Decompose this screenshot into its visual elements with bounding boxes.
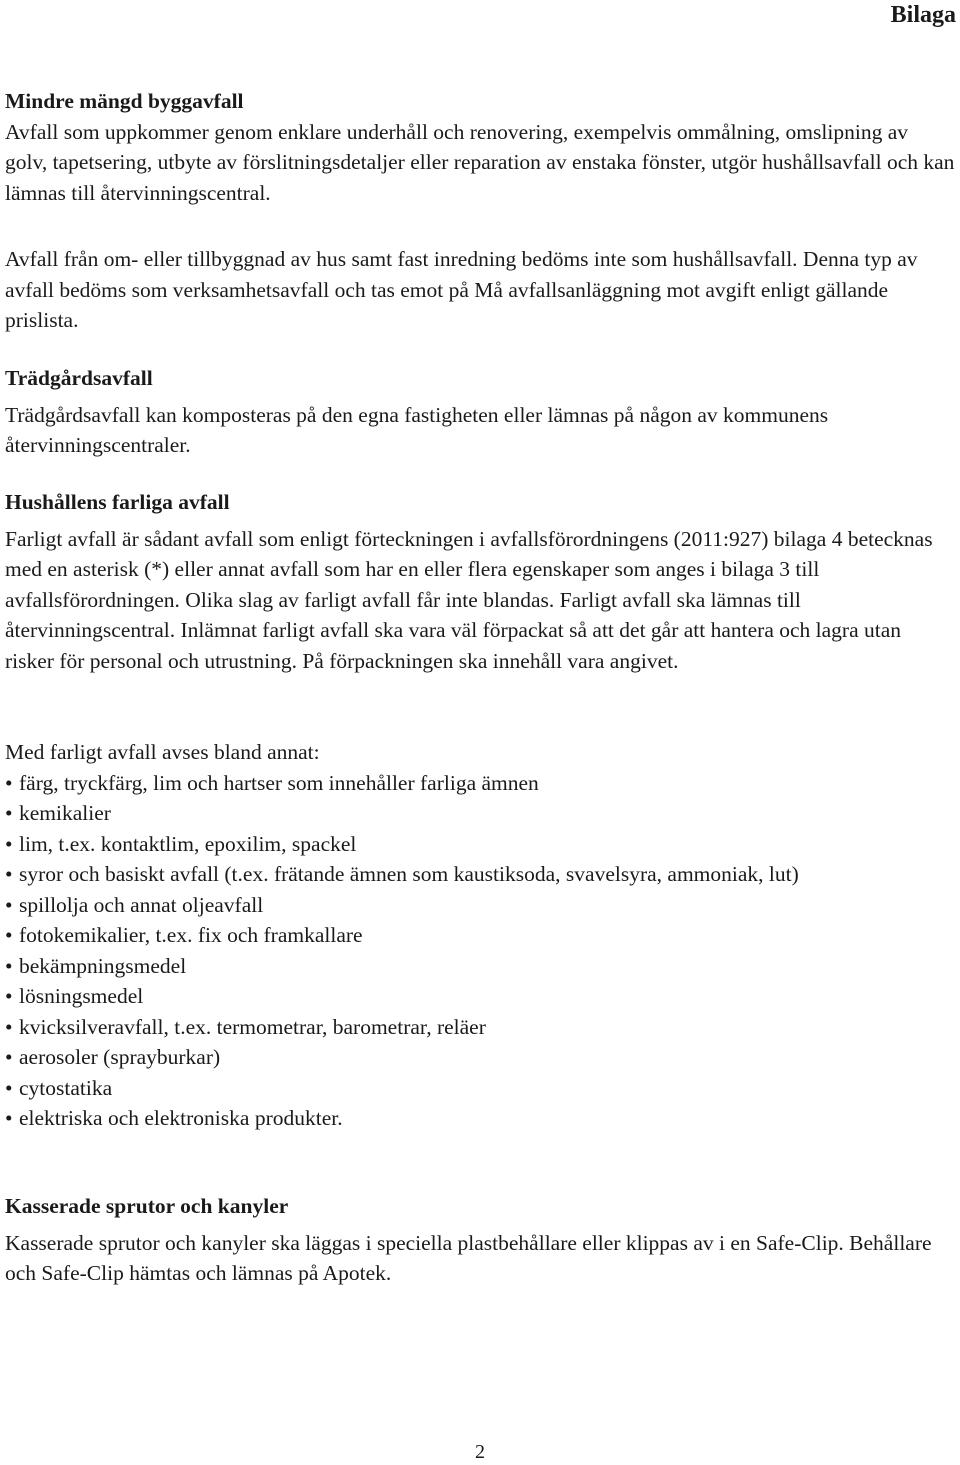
hazardous-waste-list	[5, 768, 955, 1134]
list-intro: Med farligt avfall avses bland annat:	[5, 740, 320, 764]
list-item: • lösningsmedel	[5, 981, 955, 1012]
section-heading: Trädgårdsavfall	[5, 366, 153, 390]
section-sprutor-kanyler	[5, 1191, 955, 1289]
paragraph: Kasserade sprutor och kanyler ska läggas i speciella plastbehållare eller klippas av i en Safe-Clip. Behållare och Safe-Clip hämtas och lämnas på Apotek.	[5, 1230, 932, 1285]
list-item: • cytostatika	[5, 1073, 955, 1104]
section-heading: Hushållens farliga avfall	[5, 490, 230, 514]
section-farligt-avfall	[5, 487, 955, 676]
list-item: • färg, tryckfärg, lim och hartser som innehåller farliga ämnen	[5, 768, 955, 799]
section-byggavfall-continued	[5, 244, 955, 336]
page-number: 2	[475, 1441, 485, 1463]
list-item: • lim, t.ex. kontaktlim, epoxilim, spackel	[5, 829, 955, 860]
list-item: • aerosoler (sprayburkar)	[5, 1042, 955, 1073]
list-item: • syror och basiskt avfall (t.ex. frätande ämnen som kaustiksoda, svavelsyra, ammoniak, lut)	[5, 859, 859, 890]
list-item: • elektriska och elektroniska produkter.	[5, 1103, 955, 1134]
list-item: • bekämpningsmedel	[5, 951, 955, 982]
paragraph: Avfall som uppkommer genom enklare underhåll och renovering, exempelvis ommålning, omslipning av golv, tapetsering, utbyte av förslitningsdetaljer eller reparation av enstaka fönster, utgör hushållsavfall och kan lämnas till återvinningscentral.	[5, 119, 955, 205]
list-item: • kvicksilveravfall, t.ex. termometrar, barometrar, reläer	[5, 1012, 955, 1043]
list-item: • kemikalier	[5, 798, 955, 829]
section-byggavfall	[5, 86, 955, 208]
section-tradgardsavfall	[5, 363, 955, 461]
hazardous-waste-list-section	[5, 737, 955, 1134]
paragraph: Trädgårdsavfall kan komposteras på den egna fastigheten eller lämnas på någon av kommunens återvinningscentraler.	[5, 402, 829, 457]
section-heading: Kasserade sprutor och kanyler	[5, 1194, 289, 1218]
list-item: • spillolja och annat oljeavfall	[5, 890, 955, 921]
paragraph: Avfall från om- eller tillbyggnad av hus samt fast inredning bedöms inte som hushållsavfall. Denna typ av avfall bedöms som verksamhetsavfall och tas emot på Må avfallsanläggning mot avgift enligt gällande prislista.	[5, 247, 918, 332]
list-item: • fotokemikalier, t.ex. fix och framkallare	[5, 920, 955, 951]
appendix-label: Bilaga	[890, 2, 956, 28]
section-heading: Mindre mängd byggavfall	[5, 89, 244, 113]
paragraph: Farligt avfall är sådant avfall som enligt förteckningen i avfallsförordningens (2011:927) bilaga 4 betecknas med en asterisk (*) eller annat avfall som har en eller flera egenskaper som anges i bilaga 3 till avfallsförordningen. Olika slag av farligt avfall får inte blandas. Farligt avfall ska lämnas till återvinningscentral. Inlämnat farligt avfall ska vara väl förpackat så att det går att hantera och lagra utan risker för personal och utrustning. På förpackningen ska innehåll vara angivet.	[5, 526, 933, 673]
